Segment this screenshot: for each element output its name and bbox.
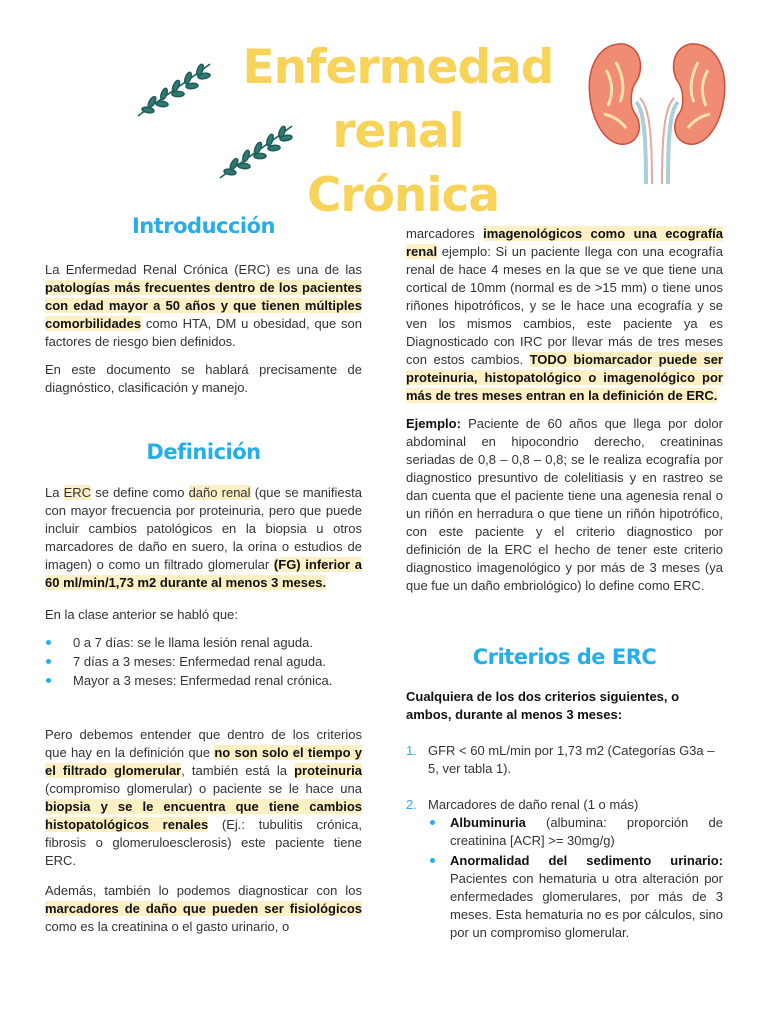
- title-line-2: Crónica: [306, 168, 500, 223]
- kidneys-illustration: [582, 36, 732, 186]
- page-title: [228, 36, 568, 228]
- criterios-intro: Cualquiera de los dos criterios siguientes, o ambos, durante al menos 3 meses:: [406, 689, 680, 722]
- definicion-paragraph-3: Pero debemos entender que dentro de los criterios que hay en la definición que no son solo el tiempo y el filtrado glomerular, también está la proteinuria (compromiso glomerular) o paciente se le hace una biopsia y se le encuentra que tiene cambios histopatológicos renales (Ej.: tubulitis crónica, fibrosis o glomeruloesclerosis) este paciente tiene ERC.: [45, 727, 362, 868]
- intro-heading: Introducción: [131, 214, 276, 238]
- definicion-paragraph-4: Además, también lo podemos diagnosticar con los marcadores de daño que pueden ser fisiológicos como es la creatinina o el gasto urinario, o: [45, 883, 362, 934]
- list-item: 7 días a 3 meses: Enfermedad renal aguda.: [45, 653, 362, 671]
- definicion-paragraph-2: En la clase anterior se habló que:: [45, 607, 238, 622]
- criterios-section: [406, 688, 723, 944]
- markers-sublist: [428, 814, 723, 942]
- intro-highlight: patologías más frecuentes dentro de los pacientes con edad mayor a 50 años y que tienen múltiples comorbilidades: [45, 280, 362, 331]
- intro-section: [45, 261, 362, 407]
- title-line-1: Enfermedad renal: [242, 40, 554, 159]
- criterios-list: [406, 742, 723, 942]
- list-item: Mayor a 3 meses: Enfermedad renal crónica.: [45, 672, 362, 690]
- list-item: Anormalidad del sedimento urinario: Pacientes con hematuria u otra alteración por enfermedades glomerulares, por más de 3 meses. Esta hematuria no es por cálculos, sino por un compromiso glomerular.: [428, 852, 723, 942]
- example-paragraph: Ejemplo: Paciente de 60 años que llega por dolor abdominal en hipocondrio derecho, creatininas seriadas de 0,8 – 0,8 – 0,8; se le realiza ecografía por diagnostico presuntivo de colelitiasis y en rastreo se dan cuenta que el paciente tiene una agenesia renal o un riñón en herradura o que tiene un riñón hipotrófico, con este paciente y el criterio diagnostico por definición de la ERC el hecho de tener este criterio diagnostico imagenológico y por más de 3 meses (ya que fue un daño embriológico) lo define como ERC.: [406, 416, 723, 593]
- list-item: 0 a 7 días: se le llama lesión renal aguda.: [45, 634, 362, 652]
- criterios-heading: Criterios de ERC: [472, 645, 657, 669]
- right-column-text: [406, 225, 723, 605]
- definicion-paragraph-1: La ERC se define como daño renal (que se manifiesta con mayor frecuencia por proteinuria, pero que puede incluir cambios patológicos en la biopsia u otros marcadores de daño en suero, la orina o estudios de imagen) o como un filtrado glomerular (FG) inferior a 60 ml/min/1,73 m2 durante al menos 3 meses.: [45, 485, 362, 590]
- list-item: Albuminuria (albumina: proporción de creatinina [ACR] >= 30mg/g): [428, 814, 723, 850]
- intro-paragraph-2: En este documento se hablará precisamente de diagnóstico, clasificación y manejo.: [45, 362, 362, 395]
- leaf-sprig-icon: [134, 58, 214, 120]
- criterio-item: 2. Marcadores de daño renal (1 o más) Albuminuria (albumina: proporción de creatinina [ACR] >= 30mg/g) Anormalidad del sedimento urinario: Pacientes con hematuria u otra alteración por enfermedades glomerulares, por más de 3 meses. Esta hematuria no es por cálculos, sino por un compromiso glomerular.: [406, 797, 723, 940]
- imaging-paragraph: marcadores imagenológicos como una ecografía renal ejemplo: Si un paciente llega con una ecografía renal de hace 4 meses en la que se ve que tiene una cortical de 10mm (normal es de >15 mm) o tiene unos riñones hipotróficos, y se le hace una ecografía y se ven los mismos cambios, este paciente ya es Diagnosticado con IRC por llevar más de tres meses con estos cambios. TODO biomarcador puede ser proteinuria, histopatológico o imagenológico por más de tres meses entran en la definición de ERC.: [406, 226, 723, 403]
- definicion-heading: Definición: [146, 440, 261, 464]
- criterio-item: 1. GFR < 60 mL/min por 1,73 m2 (Categorías G3a – 5, ver tabla 1).: [406, 743, 715, 776]
- time-bullet-list: [45, 634, 362, 690]
- definicion-section: [45, 484, 362, 946]
- intro-paragraph-1: La Enfermedad Renal Crónica (ERC) es una de las patologías más frecuentes dentro de los pacientes con edad mayor a 50 años y que tienen múltiples comorbilidades como HTA, DM u obesidad, que son factores de riesgo bien definidos.: [45, 262, 362, 349]
